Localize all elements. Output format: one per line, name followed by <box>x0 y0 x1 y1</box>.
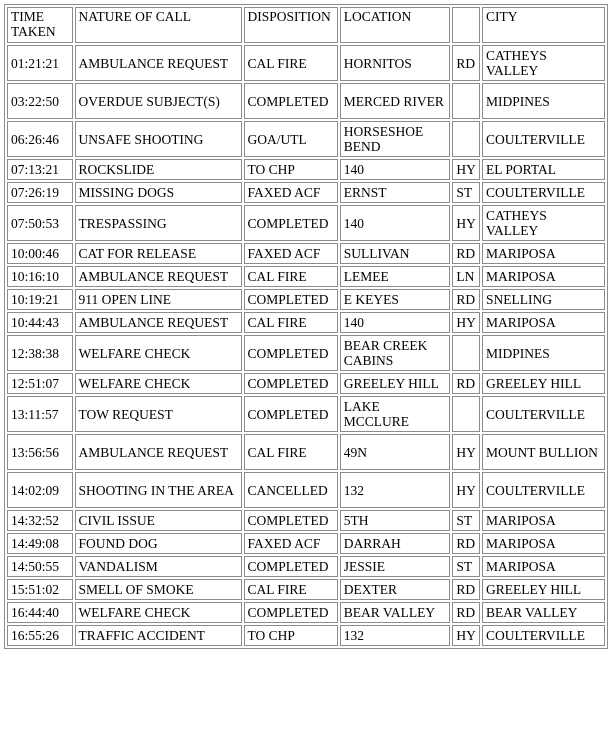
cell-nature-of-call: SMELL OF SMOKE <box>75 579 242 600</box>
cell-time-taken: 10:16:10 <box>7 266 73 287</box>
cell-disposition: FAXED ACF <box>244 243 338 264</box>
cell-nature-of-call: 911 OPEN LINE <box>75 289 242 310</box>
cell-city: MIDPINES <box>482 335 605 371</box>
header-nature-of-call: NATURE OF CALL <box>75 7 242 43</box>
cell-city: MARIPOSA <box>482 556 605 577</box>
cell-time-taken: 10:19:21 <box>7 289 73 310</box>
table-row <box>7 121 605 157</box>
table-row <box>7 182 605 203</box>
cell-time-taken: 14:32:52 <box>7 510 73 531</box>
call-log-body <box>7 7 605 646</box>
cell-street-suffix <box>452 335 480 371</box>
cell-street-suffix: HY <box>452 625 480 646</box>
cell-street-suffix: RD <box>452 579 480 600</box>
cell-nature-of-call: SHOOTING IN THE AREA <box>75 472 242 508</box>
cell-disposition: COMPLETED <box>244 556 338 577</box>
cell-street-suffix <box>452 121 480 157</box>
cell-location: HORSESHOE BEND <box>340 121 451 157</box>
cell-disposition: CAL FIRE <box>244 266 338 287</box>
cell-disposition: GOA/UTL <box>244 121 338 157</box>
cell-time-taken: 03:22:50 <box>7 83 73 119</box>
cell-street-suffix: HY <box>452 312 480 333</box>
cell-disposition: FAXED ACF <box>244 182 338 203</box>
cell-location: 49N <box>340 434 451 470</box>
table-row <box>7 434 605 470</box>
cell-time-taken: 12:51:07 <box>7 373 73 394</box>
cell-time-taken: 10:44:43 <box>7 312 73 333</box>
cell-street-suffix: RD <box>452 45 480 81</box>
cell-city: COULTERVILLE <box>482 472 605 508</box>
cell-city: SNELLING <box>482 289 605 310</box>
cell-city: MARIPOSA <box>482 266 605 287</box>
cell-city: GREELEY HILL <box>482 373 605 394</box>
cell-street-suffix: HY <box>452 159 480 180</box>
cell-time-taken: 12:38:38 <box>7 335 73 371</box>
table-row <box>7 205 605 241</box>
cell-nature-of-call: AMBULANCE REQUEST <box>75 434 242 470</box>
cell-disposition: CAL FIRE <box>244 579 338 600</box>
cell-nature-of-call: TRAFFIC ACCIDENT <box>75 625 242 646</box>
table-row <box>7 312 605 333</box>
cell-location: 140 <box>340 312 451 333</box>
cell-city: MARIPOSA <box>482 243 605 264</box>
table-row <box>7 335 605 371</box>
table-row <box>7 373 605 394</box>
cell-disposition: FAXED ACF <box>244 533 338 554</box>
cell-nature-of-call: ROCKSLIDE <box>75 159 242 180</box>
cell-time-taken: 06:26:46 <box>7 121 73 157</box>
cell-nature-of-call: CAT FOR RELEASE <box>75 243 242 264</box>
cell-time-taken: 01:21:21 <box>7 45 73 81</box>
cell-disposition: CAL FIRE <box>244 45 338 81</box>
table-row <box>7 396 605 432</box>
header-street-suffix <box>452 7 480 43</box>
cell-nature-of-call: WELFARE CHECK <box>75 373 242 394</box>
cell-location: 140 <box>340 205 451 241</box>
cell-nature-of-call: UNSAFE SHOOTING <box>75 121 242 157</box>
cell-time-taken: 14:50:55 <box>7 556 73 577</box>
table-row <box>7 159 605 180</box>
cell-location: BEAR CREEK CABINS <box>340 335 451 371</box>
cell-street-suffix: HY <box>452 205 480 241</box>
cell-location: 132 <box>340 472 451 508</box>
cell-time-taken: 16:55:26 <box>7 625 73 646</box>
cell-location: DEXTER <box>340 579 451 600</box>
cell-location: DARRAH <box>340 533 451 554</box>
cell-disposition: CAL FIRE <box>244 434 338 470</box>
cell-disposition: COMPLETED <box>244 335 338 371</box>
cell-location: 5TH <box>340 510 451 531</box>
cell-nature-of-call: MISSING DOGS <box>75 182 242 203</box>
table-row <box>7 625 605 646</box>
cell-disposition: COMPLETED <box>244 396 338 432</box>
cell-location: GREELEY HILL <box>340 373 451 394</box>
cell-nature-of-call: CIVIL ISSUE <box>75 510 242 531</box>
cell-disposition: COMPLETED <box>244 205 338 241</box>
cell-disposition: CANCELLED <box>244 472 338 508</box>
cell-location: E KEYES <box>340 289 451 310</box>
cell-nature-of-call: VANDALISM <box>75 556 242 577</box>
cell-city: MIDPINES <box>482 83 605 119</box>
cell-street-suffix: ST <box>452 556 480 577</box>
cell-disposition: TO CHP <box>244 625 338 646</box>
cell-city: MARIPOSA <box>482 510 605 531</box>
cell-street-suffix: RD <box>452 243 480 264</box>
cell-city: COULTERVILLE <box>482 121 605 157</box>
cell-time-taken: 07:50:53 <box>7 205 73 241</box>
table-row <box>7 83 605 119</box>
cell-street-suffix: ST <box>452 510 480 531</box>
cell-city: EL PORTAL <box>482 159 605 180</box>
cell-city: GREELEY HILL <box>482 579 605 600</box>
cell-street-suffix: RD <box>452 533 480 554</box>
cell-city: BEAR VALLEY <box>482 602 605 623</box>
cell-nature-of-call: WELFARE CHECK <box>75 602 242 623</box>
table-row <box>7 243 605 264</box>
cell-time-taken: 14:49:08 <box>7 533 73 554</box>
cell-nature-of-call: TRESPASSING <box>75 205 242 241</box>
cell-street-suffix: HY <box>452 472 480 508</box>
cell-time-taken: 10:00:46 <box>7 243 73 264</box>
cell-time-taken: 13:11:57 <box>7 396 73 432</box>
cell-city: COULTERVILLE <box>482 396 605 432</box>
call-log-table <box>4 4 608 649</box>
cell-disposition: TO CHP <box>244 159 338 180</box>
header-city: CITY <box>482 7 605 43</box>
cell-street-suffix: RD <box>452 373 480 394</box>
cell-location: SULLIVAN <box>340 243 451 264</box>
cell-disposition: COMPLETED <box>244 510 338 531</box>
cell-city: COULTERVILLE <box>482 182 605 203</box>
cell-street-suffix: ST <box>452 182 480 203</box>
cell-location: JESSIE <box>340 556 451 577</box>
cell-nature-of-call: WELFARE CHECK <box>75 335 242 371</box>
table-row <box>7 472 605 508</box>
cell-disposition: COMPLETED <box>244 83 338 119</box>
cell-location: 132 <box>340 625 451 646</box>
cell-city: CATHEYS VALLEY <box>482 45 605 81</box>
cell-disposition: COMPLETED <box>244 289 338 310</box>
cell-nature-of-call: AMBULANCE REQUEST <box>75 312 242 333</box>
cell-nature-of-call: FOUND DOG <box>75 533 242 554</box>
cell-nature-of-call: OVERDUE SUBJECT(S) <box>75 83 242 119</box>
cell-street-suffix: LN <box>452 266 480 287</box>
cell-time-taken: 07:13:21 <box>7 159 73 180</box>
table-row <box>7 579 605 600</box>
cell-location: BEAR VALLEY <box>340 602 451 623</box>
table-row <box>7 533 605 554</box>
header-disposition: DISPOSITION <box>244 7 338 43</box>
cell-time-taken: 13:56:56 <box>7 434 73 470</box>
cell-city: CATHEYS VALLEY <box>482 205 605 241</box>
cell-city: MOUNT BULLION <box>482 434 605 470</box>
cell-location: LAKE MCCLURE <box>340 396 451 432</box>
cell-location: 140 <box>340 159 451 180</box>
cell-time-taken: 07:26:19 <box>7 182 73 203</box>
cell-location: ERNST <box>340 182 451 203</box>
cell-time-taken: 16:44:40 <box>7 602 73 623</box>
cell-disposition: CAL FIRE <box>244 312 338 333</box>
table-row <box>7 602 605 623</box>
table-row <box>7 556 605 577</box>
cell-time-taken: 14:02:09 <box>7 472 73 508</box>
table-row <box>7 510 605 531</box>
cell-disposition: COMPLETED <box>244 373 338 394</box>
table-header-row <box>7 7 605 43</box>
table-row <box>7 289 605 310</box>
cell-street-suffix <box>452 83 480 119</box>
cell-time-taken: 15:51:02 <box>7 579 73 600</box>
cell-disposition: COMPLETED <box>244 602 338 623</box>
cell-location: MERCED RIVER <box>340 83 451 119</box>
cell-street-suffix: RD <box>452 602 480 623</box>
table-row <box>7 45 605 81</box>
cell-location: HORNITOS <box>340 45 451 81</box>
header-location: LOCATION <box>340 7 451 43</box>
cell-street-suffix: RD <box>452 289 480 310</box>
cell-city: MARIPOSA <box>482 533 605 554</box>
header-time-taken: TIME TAKEN <box>7 7 73 43</box>
cell-city: COULTERVILLE <box>482 625 605 646</box>
cell-nature-of-call: AMBULANCE REQUEST <box>75 45 242 81</box>
cell-location: LEMEE <box>340 266 451 287</box>
cell-nature-of-call: AMBULANCE REQUEST <box>75 266 242 287</box>
cell-street-suffix <box>452 396 480 432</box>
cell-city: MARIPOSA <box>482 312 605 333</box>
table-row <box>7 266 605 287</box>
cell-street-suffix: HY <box>452 434 480 470</box>
cell-nature-of-call: TOW REQUEST <box>75 396 242 432</box>
